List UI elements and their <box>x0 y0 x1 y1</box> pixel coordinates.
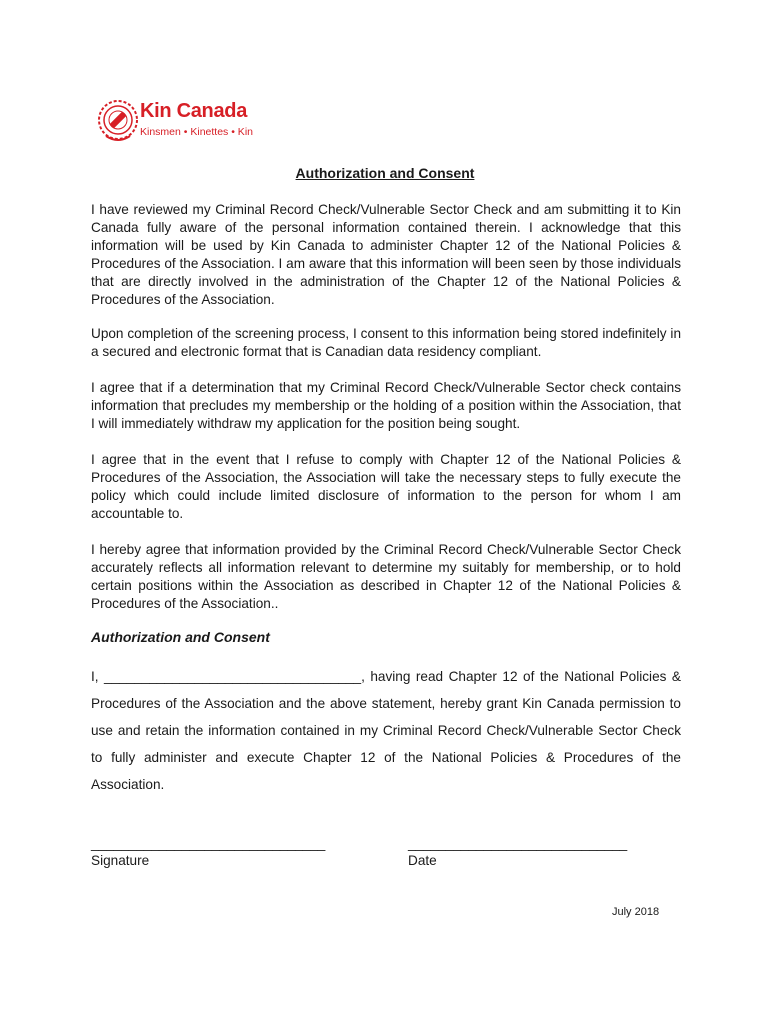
kin-canada-emblem-icon <box>96 96 140 148</box>
paragraph-review: I have reviewed my Criminal Record Check/Vulnerable Sector Check and am submitting it to Kin Canada fully aware of the personal information contained therein. I acknowledge that this information will be used by Kin Canada to administer Chapter 12 of the National Policies & Procedures of the Association. I am aware that this information will been seen by those individuals that are directly involved in the administration of the Chapter 12 of the National Policies & Procedures of the Association. <box>91 202 681 308</box>
logo-subtitle: Kinsmen • Kinettes • Kin <box>140 126 253 138</box>
date-label: Date <box>408 853 437 868</box>
paragraph-withdraw: I agree that if a determination that my Criminal Record Check/Vulnerable Sector check contains information that precludes my membership or the holding of a position within the Association, that I will immediately withdraw my application for the position being sought. <box>91 380 681 432</box>
consent-sub-heading: Authorization and Consent <box>91 629 270 645</box>
logo-title: Kin Canada <box>140 100 248 122</box>
signature-line[interactable]: _______________________________ <box>91 836 326 851</box>
footer-date: July 2018 <box>612 906 660 918</box>
paragraph-accuracy: I hereby agree that information provided by the Criminal Record Check/Vulnerable Sector Check accurately reflects all information relevant to determine my suitably for membership, or to hold certain positions within the Association as described in Chapter 12 of the National Policies & Procedures of the Association.. <box>91 542 681 612</box>
signature-label: Signature <box>91 853 150 868</box>
consent-statement[interactable]: I, __________________________________, having read Chapter 12 of the National Policies & Procedures of the Association and the above statement, hereby grant Kin Canada permission to use and retain the information contained in my Criminal Record Check/Vulnerable Sector Check to fully administer and execute Chapter 12 of the National Policies & Procedures of the Association. <box>91 669 681 792</box>
paragraph-refusal: I agree that in the event that I refuse to comply with Chapter 12 of the National Policies & Procedures of the Association, the Association will take the necessary steps to fully execute the policy which could include limited disclosure of information to the person for whom I am accountable to. <box>91 452 681 522</box>
date-line[interactable]: _____________________________ <box>408 836 628 851</box>
document-heading: Authorization and Consent <box>295 165 475 181</box>
kin-canada-logo <box>96 96 266 148</box>
paragraph-storage: Upon completion of the screening process, I consent to this information being stored indefinitely in a secured and electronic format that is Canadian data residency compliant. <box>91 326 681 360</box>
